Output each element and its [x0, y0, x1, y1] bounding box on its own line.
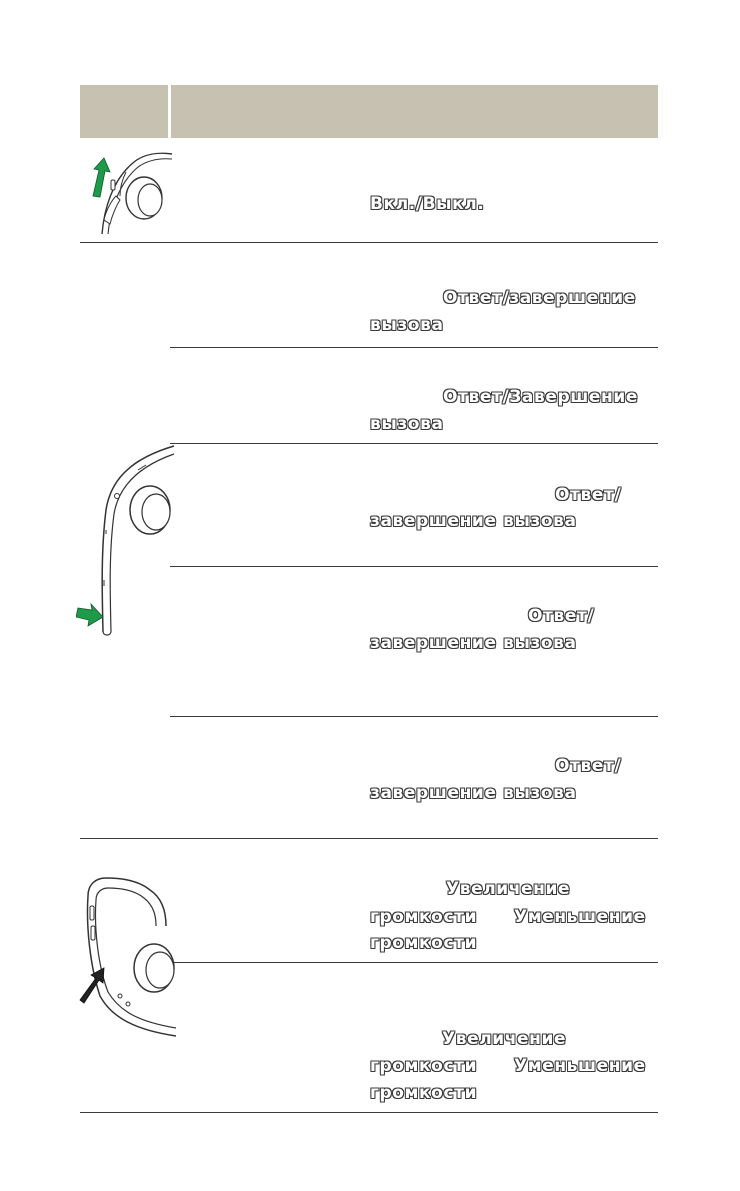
keyword-end-call: завершение вызова — [370, 633, 577, 653]
keyword-end-call: завершение вызова — [370, 511, 577, 531]
keyword-answer-end: Ответ/завершение — [443, 288, 636, 308]
green-arrow-icon — [76, 604, 103, 626]
row-rule — [80, 1112, 658, 1113]
row-rule — [170, 962, 658, 963]
keyword-answer: Ответ/ — [555, 756, 622, 776]
row-rule — [170, 347, 658, 348]
keyword-call: вызова — [370, 315, 444, 335]
keyword-end-call: завершение вызова — [370, 783, 577, 803]
green-arrow-icon — [93, 158, 110, 197]
row-rule — [170, 716, 658, 717]
keyword-volume: громкости — [370, 1083, 478, 1103]
table-header — [80, 85, 658, 138]
volume-buttons-illustration — [76, 866, 176, 1042]
keyword-answer-end: Ответ/Завершение — [443, 387, 639, 407]
answer-button-illustration — [76, 440, 176, 640]
keyword-volume: громкости — [370, 907, 478, 927]
row-rule — [170, 566, 658, 567]
keyword-answer: Ответ/ — [555, 485, 622, 505]
keyword-call: вызова — [370, 414, 444, 434]
keyword-volume-down: Уменьшение — [514, 907, 646, 927]
power-switch-illustration — [82, 150, 172, 236]
table-header-divider — [168, 85, 171, 138]
keyword-volume-down: Уменьшение — [514, 1056, 646, 1076]
keyword-volume-up: Увеличение — [442, 1029, 567, 1049]
keyword-volume: громкости — [370, 1056, 478, 1076]
keyword-volume: громкости — [370, 933, 478, 953]
row-rule — [80, 838, 658, 839]
row-rule — [80, 242, 658, 243]
keyword-on-off: Вкл./Выкл. — [370, 194, 485, 214]
keyword-volume-up: Увеличение — [446, 879, 571, 899]
keyword-answer: Ответ/ — [528, 606, 595, 626]
row-rule — [170, 443, 658, 444]
